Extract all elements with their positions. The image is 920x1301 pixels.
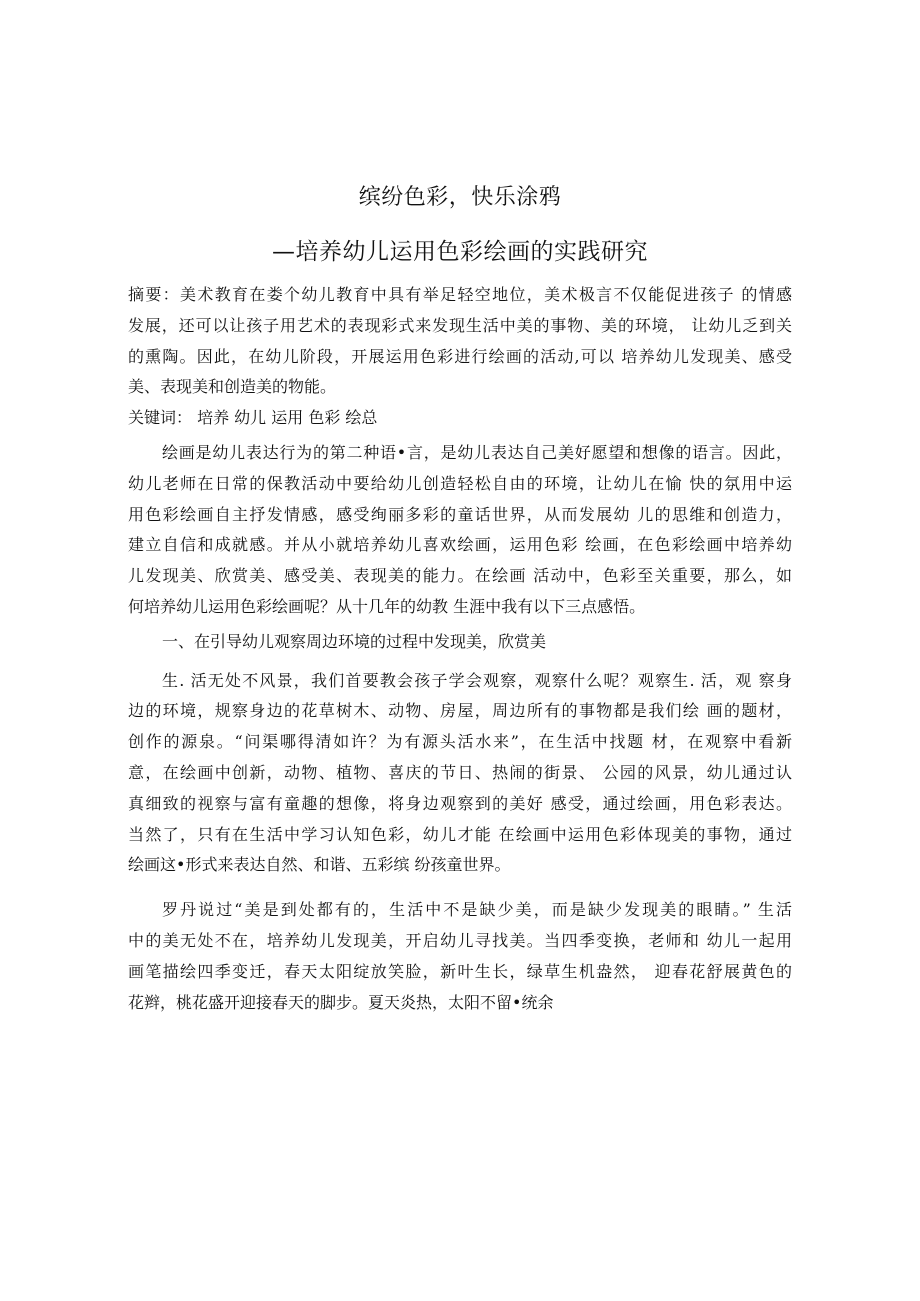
document-subtitle: —培养幼儿运用色彩绘画的实践研究: [272, 239, 648, 265]
abstract-line: 的熏陶。因此，在幼儿阶段，开展运用色彩进行绘画的活动,可以 培养幼儿发现美、感受: [128, 346, 792, 366]
paragraph-line: 花辫，桃花盛开迎接春天的脚步。夏天炎热，太阳不留•统余: [128, 992, 554, 1012]
abstract-line: 美、表现美和创造美的物能。: [128, 377, 337, 397]
paragraph-line: 中的美无处不在，培养幼儿发现美，开启幼儿寻找美。当四季变换，老师和 幼儿一起用: [128, 930, 792, 950]
abstract: [128, 280, 792, 403]
paragraph-line: 意，在绘画中创新，动物、植物、喜庆的节日、热闹的街景、 公园的风景，幼儿通过认: [128, 762, 792, 782]
abstract-line: 发展，还可以让孩子用艺术的表现彩式来发现生活中美的事物、美的环境， 让幼儿乏到关: [128, 315, 792, 335]
document-body: [128, 280, 792, 1018]
paragraph-line: 画笔描绘四季变迁，春天太阳绽放笑脸，新叶生长，绿草生机盎然， 迎春花舒展黄色的: [128, 961, 792, 981]
section-heading: 一、在引导幼儿观察周边环境的过程中发现美，欣赏美: [162, 631, 547, 651]
paragraph-intro: [128, 438, 792, 623]
paragraph-line: 罗丹说过“美是到处都有的，生活中不是缺少美，而是缺少发现美的眼睛。” 生活: [162, 900, 792, 920]
paragraph-line: 儿发现美、欣赏美、感受美、表现美的能力。在绘画 活动中，色彩至关重要，那么，如: [128, 566, 792, 586]
keywords: 关键词： 培养 幼儿 运用 色彩 绘总: [128, 408, 378, 428]
paragraph-line: 当然了，只有在生活中学习认知色彩，幼儿才能 在绘画中运用色彩体现美的事物，通过: [128, 824, 792, 844]
paragraph-line: 绘画这•形式来表达自然、和谐、五彩缤 纷孩童世界。: [128, 855, 511, 875]
paragraph-line: 何培养幼儿运用色彩绘画呢？从十几年的幼教 生涯中我有以下三点感悟。: [128, 596, 646, 616]
abstract-line: 摘要：美术教育在娄个幼儿教育中具有举足轻空地位，美术极言不仅能促进孩子 的情感: [128, 285, 792, 304]
paragraph-line: 真细致的视察与富有童趣的想像，将身边观察到的美好 感受，通过绘画，用色彩表达。: [128, 793, 792, 813]
paragraph-line: 生. 活无处不风景，我们首要教会孩子学会观察，观察什么呢？观察生. 活，观 察身: [162, 670, 792, 690]
paragraph-line: 绘画是幼儿表达行为的第二种语•言，是幼儿表达自己美好愿望和想像的语言。因此，: [162, 442, 792, 462]
document-title: 缤纷色彩，快乐涂鸦: [358, 185, 562, 210]
paragraph-line: 边的环境，规察身边的花草树木、动物、房屋，周边所有的事物都是我们绘 画的题材，: [128, 701, 792, 721]
paragraph-line: 建立自信和成就感。并从小就培养幼儿喜欢绘画，运用色彩 绘画，在色彩绘画中培养幼: [128, 535, 792, 555]
paragraph-line: 幼儿老师在日常的保教活动中要给幼儿创造轻松自由的环境，让幼儿在愉 快的氛用中运: [128, 473, 792, 493]
paragraph-line: 创作的源泉。“问渠哪得清如许？为有源头活水来”，在生活中找题 材，在观察中看新: [128, 732, 792, 752]
paragraph-rodin: [128, 895, 792, 1018]
paragraph-observation: [128, 666, 792, 882]
paragraph-line: 用色彩绘画自主抒发情感，感受绚丽多彩的童话世界，从而发展幼 儿的思维和创造力，: [128, 504, 792, 524]
